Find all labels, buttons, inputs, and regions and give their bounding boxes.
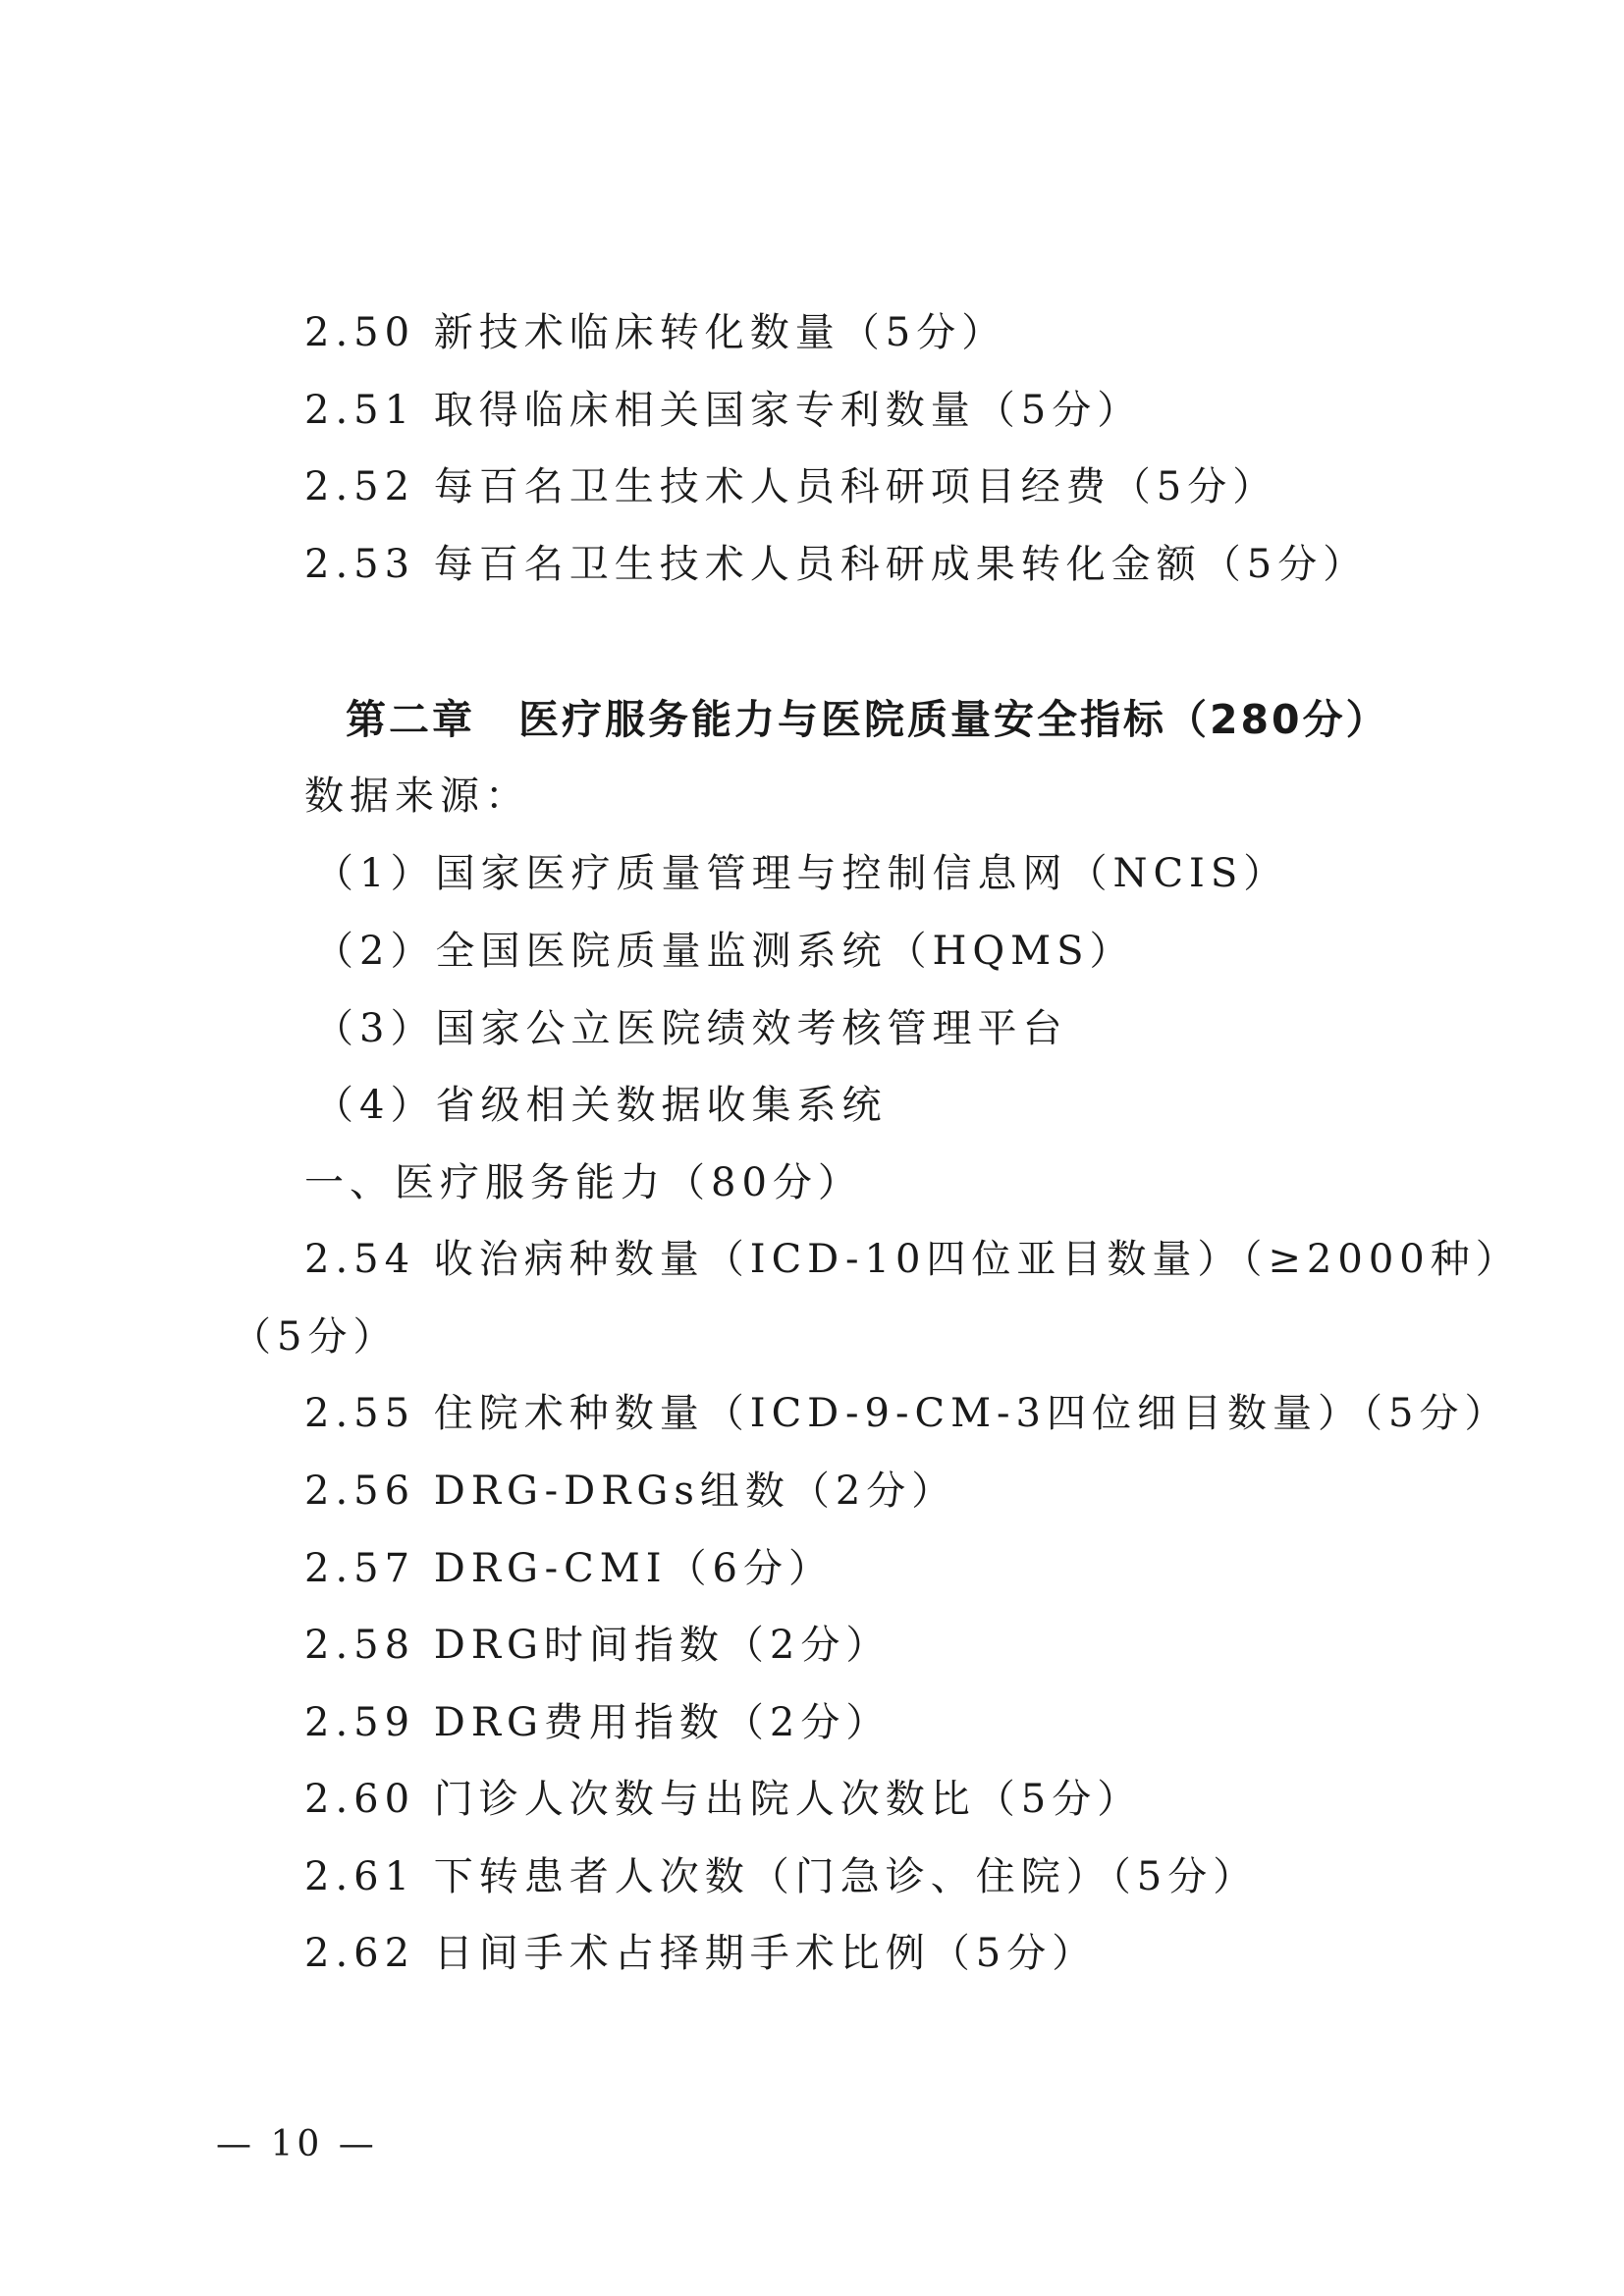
item-2-55 (304, 1390, 1509, 1437)
item-2-61 (304, 1853, 1258, 1900)
item-2-52 (304, 463, 1277, 510)
item-number: 2.61 (304, 1854, 416, 1899)
item-number: 2.58 (304, 1623, 416, 1668)
item-2-58 (304, 1622, 891, 1669)
chapter-heading (346, 695, 1389, 744)
item-text: 每百名卫生技术人员科研项目经费（5分） (433, 464, 1278, 509)
item-2-62 (304, 1930, 1097, 1977)
item-number: 2.52 (304, 464, 416, 509)
section-heading: 一、医疗服务能力（80分） (304, 1160, 863, 1205)
item-number: 2.62 (304, 1931, 416, 1976)
item-number: 2.60 (304, 1777, 416, 1822)
item-text: 取得临床相关国家专利数量（5分） (433, 388, 1143, 433)
data-source-4: （4）省级相关数据收集系统 (314, 1083, 888, 1128)
item-2-56 (304, 1468, 956, 1515)
chapter-title: 医疗服务能力与医院质量安全指标（280分） (518, 696, 1389, 743)
item-number: 2.59 (304, 1700, 416, 1745)
item-2-53 (304, 541, 1368, 588)
item-2-60 (304, 1776, 1142, 1823)
data-source-1: （1）国家医疗质量管理与控制信息网（NCIS） (314, 851, 1289, 896)
item-2-59 (304, 1699, 891, 1746)
item-number: 2.54 (304, 1237, 416, 1282)
chapter-label: 第二章 (346, 696, 475, 743)
item-text: DRG时间指数（2分） (433, 1623, 892, 1668)
item-number: 2.51 (304, 388, 416, 433)
item-text: 日间手术占择期手术比例（5分） (433, 1931, 1098, 1976)
item-text: 收治病种数量（ICD-10四位亚目数量）（≥2000种） (433, 1237, 1521, 1282)
page-number: — 10 — (216, 2124, 378, 2164)
item-number: 2.53 (304, 542, 416, 587)
item-text: DRG费用指数（2分） (433, 1700, 892, 1745)
item-2-54-continuation: （5分） (232, 1314, 399, 1360)
data-source-heading: 数据来源： (304, 774, 530, 819)
data-source-3: （3）国家公立医院绩效考核管理平台 (314, 1006, 1068, 1051)
item-number: 2.56 (304, 1468, 416, 1514)
item-2-51 (304, 387, 1142, 434)
data-source-2: （2）全国医院质量监测系统（HQMS） (314, 929, 1135, 974)
item-text: 门诊人次数与出院人次数比（5分） (433, 1777, 1143, 1822)
item-2-57 (304, 1545, 834, 1592)
item-text: 住院术种数量（ICD-9-CM-3四位细目数量）（5分） (433, 1391, 1510, 1436)
item-number: 2.55 (304, 1391, 416, 1436)
item-text: 新技术临床转化数量（5分） (433, 310, 1007, 355)
item-number: 2.57 (304, 1546, 416, 1591)
item-2-50 (304, 309, 1006, 356)
item-text: 每百名卫生技术人员科研成果转化金额（5分） (433, 542, 1369, 587)
item-number: 2.50 (304, 310, 416, 355)
item-2-54 (304, 1236, 1521, 1283)
item-text: DRG-CMI（6分） (433, 1546, 834, 1591)
item-text: 下转患者人次数（门急诊、住院）（5分） (433, 1854, 1259, 1899)
item-text: DRG-DRGs组数（2分） (433, 1468, 957, 1514)
